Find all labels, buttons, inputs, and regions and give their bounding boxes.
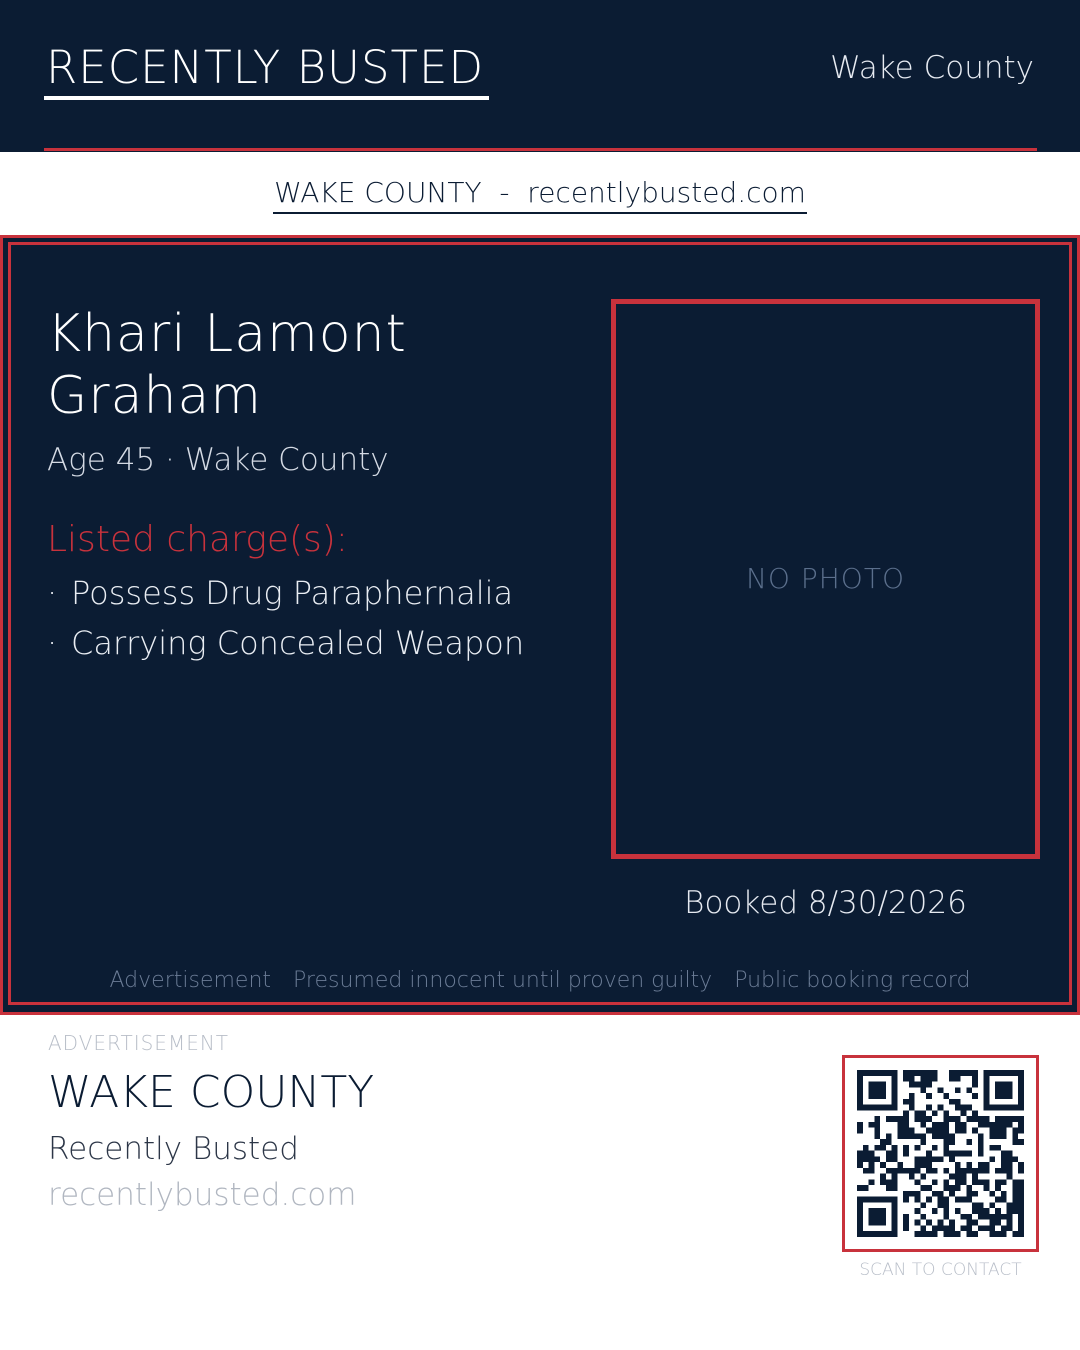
no-photo-placeholder: NO PHOTO: [745, 562, 905, 595]
charge-item: [47, 621, 587, 671]
booking-card: [0, 235, 1080, 1015]
qr-code-frame[interactable]: [842, 1055, 1039, 1252]
booking-date: Booked 8/30/2026: [684, 885, 967, 921]
site-subbar: [0, 152, 1080, 236]
disclaimer-public-record: Public booking record: [734, 968, 971, 993]
charge-list: [47, 571, 587, 671]
header-county: Wake County: [830, 50, 1034, 86]
ad-county-title: WAKE COUNTY: [48, 1067, 375, 1118]
person-name: Khari Lamont Graham: [47, 304, 407, 426]
qr-caption: SCAN TO CONTACT: [859, 1260, 1022, 1280]
advertisement-label: ADVERTISEMENT: [48, 1031, 230, 1055]
qr-code-icon: [857, 1070, 1024, 1237]
disclaimer-presumed-innocent: Presumed innocent until proven guilty: [293, 968, 713, 993]
charge-text: Carrying Concealed Weapon: [71, 624, 525, 662]
county-site-link[interactable]: WAKE COUNTY - recentlybusted.com: [273, 176, 807, 214]
ad-brand-name: Recently Busted: [48, 1131, 299, 1167]
bullet-icon: ·: [47, 624, 58, 662]
person-meta: Age 45 · Wake County: [47, 442, 389, 478]
brand-title[interactable]: RECENTLY BUSTED: [46, 41, 485, 94]
charges-heading: Listed charge(s):: [47, 519, 348, 560]
disclaimer-advertisement: Advertisement: [109, 968, 272, 993]
header-bar: [0, 0, 1080, 152]
bullet-icon: ·: [47, 574, 58, 612]
charge-text: Possess Drug Paraphernalia: [71, 574, 514, 612]
disclaimer-line: [3, 967, 1077, 995]
mugshot-frame: [611, 299, 1040, 859]
ad-site-link[interactable]: recentlybusted.com: [48, 1177, 357, 1213]
header-divider: [44, 148, 1037, 151]
brand-underline: [44, 96, 489, 100]
charge-item: [47, 571, 587, 621]
